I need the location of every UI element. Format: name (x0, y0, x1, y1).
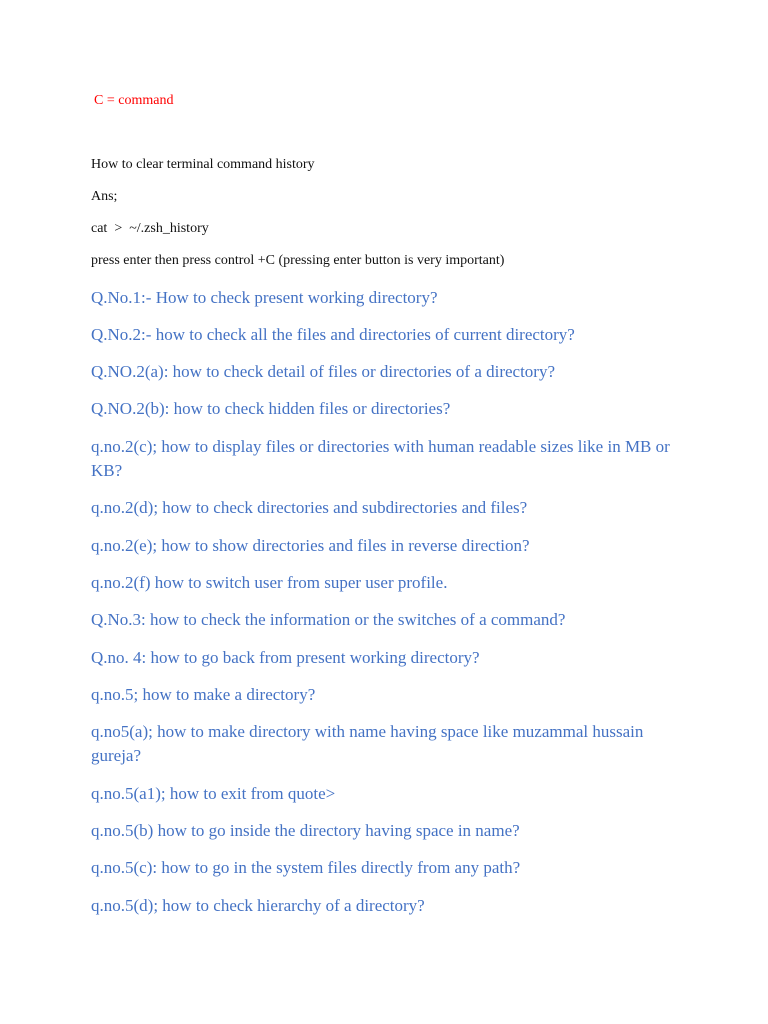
question-item: q.no.2(f) how to switch user from super user profile. (91, 573, 448, 592)
question-item: Q.No.1:- How to check present working directory? (91, 288, 438, 307)
question-item: Q.NO.2(a): how to check detail of files or directories of a directory? (91, 362, 556, 381)
clear-history-command: cat > ~/.zsh_history (91, 221, 209, 236)
question-item: q.no.2(e); how to show directories and files in reverse direction? (91, 536, 530, 555)
question-item: q.no5(a); how to make directory with name having space like muzammal hussain gureja? (91, 722, 644, 765)
legend-text: C = command (94, 93, 174, 108)
question-item: q.no.5(d); how to check hierarchy of a directory? (91, 896, 425, 915)
question-item: q.no.5(b) how to go inside the directory having space in name? (91, 821, 520, 840)
intro-heading: How to clear terminal command history (91, 157, 315, 172)
question-item: Q.no. 4: how to go back from present working directory? (91, 648, 480, 667)
answer-label: Ans; (91, 189, 118, 204)
question-item: q.no.2(d); how to check directories and subdirectories and files? (91, 498, 528, 517)
question-item: q.no.5(c): how to go in the system files directly from any path? (91, 858, 521, 877)
question-item: Q.NO.2(b): how to check hidden files or directories? (91, 399, 451, 418)
question-item: Q.No.2:- how to check all the files and directories of current directory? (91, 325, 575, 344)
instruction-note: press enter then press control +C (pressing enter button is very important) (91, 253, 505, 268)
question-item: q.no.5; how to make a directory? (91, 685, 316, 704)
question-item: q.no.2(c); how to display files or directories with human readable sizes like in MB or KB? (91, 437, 670, 480)
question-item: q.no.5(a1); how to exit from quote> (91, 784, 336, 803)
question-item: Q.No.3: how to check the information or the switches of a command? (91, 610, 566, 629)
